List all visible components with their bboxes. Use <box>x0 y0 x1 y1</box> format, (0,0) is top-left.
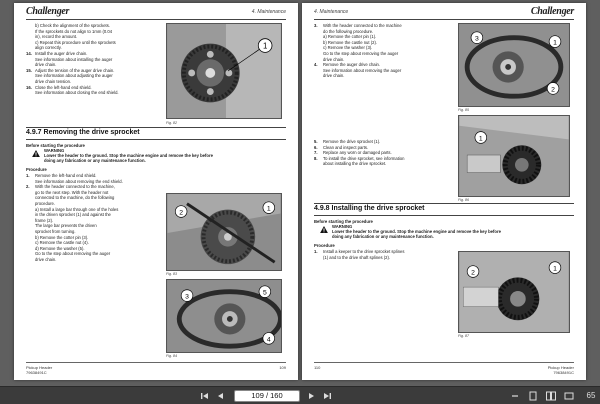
zoom-level[interactable]: 65 <box>586 391 596 400</box>
two-page-icon[interactable] <box>546 391 556 401</box>
step-text: With the header connected to the machine, <box>35 184 115 190</box>
page-number: 109 <box>279 365 286 370</box>
figure-castle-nut <box>166 279 282 353</box>
fit-width-icon[interactable] <box>564 391 574 401</box>
step-number: 1. <box>26 173 30 178</box>
page-footer <box>26 362 286 374</box>
footer-title: Pickup Header <box>26 365 53 370</box>
brand-logo: Challenger <box>530 6 574 17</box>
first-page-icon[interactable] <box>200 391 210 401</box>
brand-logo: Challenger <box>26 6 70 17</box>
step-text: Go to the step about removing the auger <box>35 251 111 257</box>
step-number: 7. <box>314 150 318 156</box>
svg-text:1: 1 <box>553 39 557 47</box>
warning-text: doing any fabrication or any maintenance function. <box>44 158 146 163</box>
page-header <box>314 6 574 20</box>
step-text: Adjust the tension of the auger drive chain. <box>35 67 115 73</box>
step-number: 6. <box>314 144 318 150</box>
step-number: 1. <box>314 249 318 254</box>
step-text: The large bar prevents the driven <box>35 223 97 229</box>
svg-text:2: 2 <box>551 86 555 94</box>
step-text: drive chain. <box>323 56 345 62</box>
svg-text:1: 1 <box>266 205 271 213</box>
step-text: do the following procedure. <box>323 28 374 34</box>
figure-caption: Fig. 82 <box>166 121 177 125</box>
zoom-out-icon[interactable] <box>510 391 520 401</box>
svg-text:3: 3 <box>185 293 189 301</box>
previous-page-icon[interactable] <box>216 391 226 401</box>
figure-caption: Fig. 84 <box>166 354 177 358</box>
step-text: in), record the amount. <box>35 34 78 40</box>
step-number: 15. <box>26 67 32 73</box>
step-text: See information about installing the auger <box>35 56 113 62</box>
section-label: 4. Maintenance <box>314 9 349 15</box>
figure-caption: Fig. 87 <box>458 334 469 338</box>
step-text: frame (2). <box>35 217 54 223</box>
step-text: Install the auger drive chain. <box>35 51 88 56</box>
warning-title: WARNING <box>332 224 353 229</box>
step-text: c) Remove the washer (3). <box>323 45 373 51</box>
step-text: See information about removing the end shield. <box>35 178 123 184</box>
svg-text:2: 2 <box>179 209 184 217</box>
step-text: drive chain tension. <box>35 79 72 84</box>
footer-docno: 79638491C <box>26 370 47 375</box>
step-number: 5. <box>314 139 318 144</box>
last-page-icon[interactable] <box>322 391 332 401</box>
svg-text:1: 1 <box>478 135 483 143</box>
step-text: To install the drive sprocket, see information <box>323 155 405 161</box>
figure-cotter-pin <box>458 23 570 107</box>
warning-title: WARNING <box>44 148 65 153</box>
step-text: c) Repeat this procedure until the sprockets <box>35 39 116 45</box>
step-text: procedure. <box>35 201 56 206</box>
step-text: a) Remove the cotter pin (1). <box>323 34 377 40</box>
section-heading: 4.9.7 Removing the drive sprocket <box>26 129 140 136</box>
step-number: 4. <box>314 62 318 68</box>
warning-text: Lower the header to the ground. Stop the machine engine and remove the key before <box>332 229 501 234</box>
step-number: 14. <box>26 51 32 56</box>
figure-sprocket-alignment <box>166 23 282 119</box>
step-text: Remove the left-hand end shield. <box>35 173 97 178</box>
step-text: Replace any worn or damaged parts. <box>323 150 392 156</box>
step-text: Go to the step about removing the auger <box>323 51 399 56</box>
figure-driven-sprocket <box>166 193 282 271</box>
step-text: b) Check the alignment of the sprockets. <box>35 23 110 28</box>
step-text: align correctly. <box>35 45 62 51</box>
warning-text: doing any fabrication or any maintenance function. <box>332 234 434 239</box>
step-text: See information about removing the auger <box>323 67 402 73</box>
figure-caption: Fig. 86 <box>458 198 469 202</box>
step-text: See information about adjusting the auger <box>35 73 113 79</box>
step-number: 8. <box>314 155 318 161</box>
page-right <box>302 3 586 380</box>
step-text: (1) and to the drive shaft splines (2). <box>323 254 391 260</box>
section-label: 4. Maintenance <box>251 9 286 15</box>
page-footer <box>314 362 574 374</box>
before-start-label: Before starting the procedure <box>314 219 373 224</box>
step-text: drive chain. <box>35 62 57 68</box>
step-text: Install a keeper to the drive sprocket splines <box>323 249 405 254</box>
step-text: go to the next step. With the header not <box>35 189 109 195</box>
step-text: Close the left-hand end shield. <box>35 84 92 90</box>
step-text: d) Remove the washer (5). <box>35 245 85 251</box>
step-text: If the sprockets do not align to 1mm (0.04 <box>35 28 113 34</box>
footer-docno: 79638491C <box>553 370 574 375</box>
step-text: See information about closing the end shield. <box>35 90 119 96</box>
procedure-label: Procedure <box>314 243 335 248</box>
warning-icon <box>32 150 40 157</box>
page-number: 110 <box>314 365 321 370</box>
svg-text:1: 1 <box>553 265 557 273</box>
figure-caption: Fig. 83 <box>166 272 177 276</box>
svg-text:4: 4 <box>266 336 271 344</box>
step-text: drive chain. <box>35 257 57 262</box>
page-left <box>14 3 298 380</box>
figure-keeper-splines <box>458 251 570 333</box>
footer-title: Pickup Header <box>547 365 574 370</box>
step-text: With the header connected to the machine <box>323 23 402 28</box>
step-number: 2. <box>26 184 30 190</box>
page-indicator-input[interactable]: 109 / 160 <box>234 390 300 402</box>
svg-text:1: 1 <box>262 41 268 51</box>
step-text: connected to the machine, do the following <box>35 195 115 201</box>
step-text: c) Remove the castle nut (4). <box>35 240 89 246</box>
step-text: sprocket from turning. <box>35 229 76 234</box>
figure-drive-sprocket <box>458 115 570 197</box>
step-text: Remove the drive sprocket (1). <box>323 139 381 144</box>
procedure-label: Procedure <box>26 167 47 172</box>
section-heading: 4.9.8 Installing the drive sprocket <box>314 205 425 212</box>
step-text: b) Remove the castle nut (2). <box>323 39 377 45</box>
single-page-icon[interactable] <box>528 391 538 401</box>
step-text: in the driven sprocket (1) and against the <box>35 212 111 218</box>
svg-text:3: 3 <box>474 35 479 43</box>
page-header <box>26 6 286 20</box>
step-text: Remove the auger drive chain. <box>323 62 381 68</box>
step-text: drive chain. <box>323 73 345 79</box>
step-text: Clean and inspect parts. <box>323 144 369 150</box>
next-page-icon[interactable] <box>306 391 316 401</box>
viewer-toolbar <box>0 386 600 404</box>
svg-text:2: 2 <box>471 269 475 277</box>
before-start-label: Before starting the procedure <box>26 143 85 148</box>
step-text: about installing the drive sprocket. <box>323 161 387 167</box>
step-number: 3. <box>314 23 318 28</box>
step-text: a) Install a large bar through one of the holes <box>35 206 119 212</box>
warning-icon <box>320 226 328 233</box>
step-text: b) Remove the cotter pin (3). <box>35 234 89 240</box>
step-number: 16. <box>26 84 32 90</box>
svg-text:5: 5 <box>262 289 267 297</box>
warning-text: Lower the header to the ground. Stop the machine engine and remove the key before <box>44 153 213 158</box>
figure-caption: Fig. 85 <box>458 108 469 112</box>
